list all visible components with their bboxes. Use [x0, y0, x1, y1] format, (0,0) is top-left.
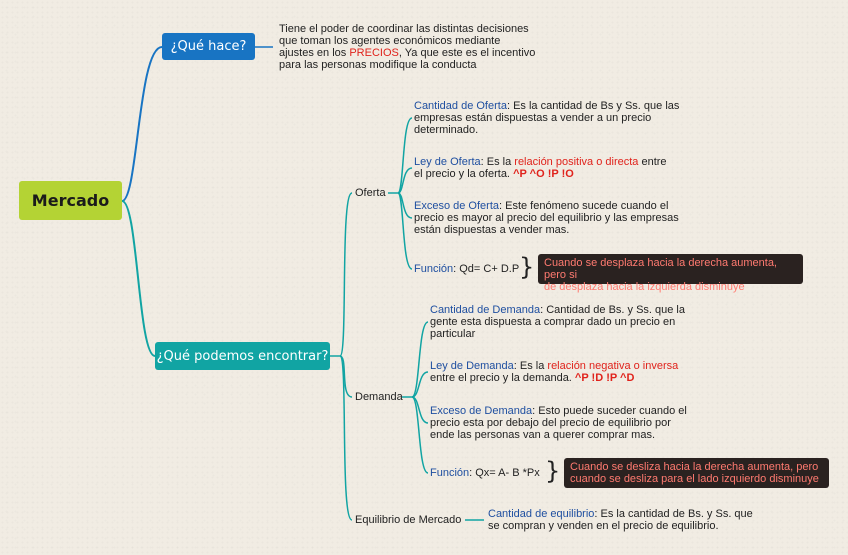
- root-node-mercado[interactable]: Mercado: [19, 181, 122, 220]
- oferta-note: Cuando se desplaza hacia la derecha aumenta, pero si de desplaza hacia la izquierda disminuye: [538, 254, 803, 284]
- brace-icon: }: [519, 253, 535, 281]
- node-equilibrio-de-mercado[interactable]: Equilibrio de Mercado: [355, 514, 462, 526]
- node-demanda[interactable]: Demanda: [355, 391, 403, 403]
- demanda-note: Cuando se desliza hacia la derecha aumenta, pero cuando se desliza para el lado izquierdo disminuye: [564, 458, 829, 488]
- demanda-ley: Ley de Demanda: Es la relación negativa o inversa entre el precio y la demanda. ^P !D !P ^D: [430, 360, 679, 384]
- que-hace-description: Tiene el poder de coordinar las distintas decisiones que toman los agentes económicos mediante ajustes en los PRECIOS, Ya que este es el incentivo para las personas modifique la conducta: [279, 23, 536, 71]
- demanda-cantidad: Cantidad de Demanda: Cantidad de Bs. y Ss. que la gente esta dispuesta a comprar dado un precio en particular: [430, 304, 685, 340]
- branch-que-podemos-encontrar[interactable]: ¿Qué podemos encontrar?: [155, 342, 330, 370]
- demanda-funcion: Función: Qx= A- B *Px: [430, 467, 540, 479]
- oferta-ley: Ley de Oferta: Es la relación positiva o directa entre el precio y la oferta. ^P ^O !P !O: [414, 156, 667, 180]
- branch-que-hace[interactable]: ¿Qué hace?: [162, 33, 255, 60]
- demanda-exceso: Exceso de Demanda: Esto puede suceder cuando el precio esta por debajo del precio de equilibrio por ende las personas van a querer comprar mas.: [430, 405, 687, 441]
- oferta-funcion: Función: Qd= C+ D.P: [414, 263, 520, 275]
- brace-icon: }: [545, 457, 561, 485]
- oferta-exceso: Exceso de Oferta: Este fenómeno sucede cuando el precio es mayor al precio del equilibrio y las empresas están dispuestas a vender mas.: [414, 200, 679, 236]
- equilibrio-cantidad: Cantidad de equilibrio: Es la cantidad de Bs. y Ss. que se compran y venden en el precio de equilibrio.: [488, 508, 753, 532]
- oferta-cantidad: Cantidad de Oferta: Es la cantidad de Bs y Ss. que las empresas están dispuestas a vender a un precio determinado.: [414, 100, 680, 136]
- node-oferta[interactable]: Oferta: [355, 187, 386, 199]
